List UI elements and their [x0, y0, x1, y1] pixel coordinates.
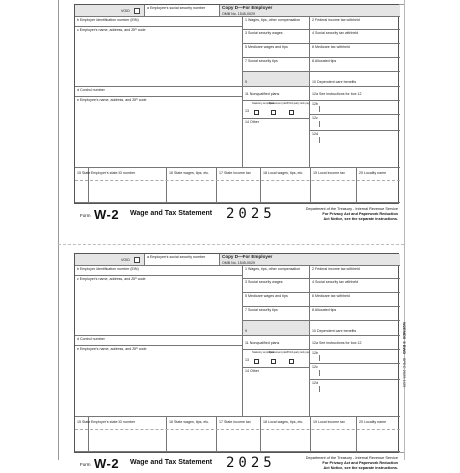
box-12b-code: [312, 106, 320, 112]
box-c-employer[interactable]: [75, 276, 243, 336]
privacy-line-1: For Privacy Act and Paperwork Reduction: [322, 212, 398, 216]
box-10-label: 10 Dependent care benefits: [312, 80, 357, 84]
void-label: VOID: [121, 9, 130, 13]
right-perforation: [404, 0, 405, 460]
box-12c-code: [312, 121, 320, 127]
box-3-label: 3 Social security wages: [245, 280, 283, 284]
box-14[interactable]: [243, 368, 310, 417]
tax-year: 2025: [226, 206, 276, 222]
void-area: [75, 254, 145, 266]
omb-number: OMB No. 1545-0029: [222, 260, 255, 265]
retirement-label: Retirement plan: [269, 102, 288, 105]
box-8-label: 8 Allocated tips: [312, 59, 337, 63]
w2-form-top: [74, 4, 399, 224]
tax-year: 2025: [226, 455, 276, 471]
box-1[interactable]: [243, 17, 310, 30]
box-15-state[interactable]: [75, 417, 89, 452]
box-4[interactable]: [310, 30, 400, 44]
box-12d-code: [312, 386, 320, 392]
box-13-label: 13: [245, 358, 249, 362]
box-1-label: 1 Wages, tips, other compensation: [245, 267, 301, 271]
box-19-label: 19 Local income tax: [313, 420, 345, 424]
form-footer: [74, 204, 399, 224]
box-12b-label: 12b: [312, 351, 318, 355]
box-12c-label: 12c: [312, 116, 318, 120]
state-row-divider: [75, 180, 400, 181]
dept-line: Department of the Treasury - Internal Revenue Service: [305, 207, 398, 211]
statutory-label: Statutory employee: [252, 102, 275, 105]
box-2-label: 2 Federal income tax withheld: [312, 18, 360, 22]
box-18-label: 18 Local wages, tips, etc.: [263, 171, 304, 175]
box-9: [243, 72, 310, 87]
box-d-label: d Control number: [77, 337, 105, 341]
void-checkbox[interactable]: [134, 257, 140, 263]
box-1[interactable]: [243, 266, 310, 279]
irs-notice: [306, 207, 398, 222]
box-12d-code: [312, 137, 320, 143]
form-name: W-2: [94, 456, 120, 471]
w2-grid: [74, 4, 399, 204]
form-word: Form: [80, 213, 91, 218]
w2-grid: [74, 253, 399, 453]
box-14-label: 14 Other: [245, 120, 259, 124]
box-12a[interactable]: [310, 87, 400, 101]
box-20[interactable]: [357, 168, 400, 203]
w2-form-bottom: [74, 253, 399, 473]
box-20-label: 20 Locality name: [359, 171, 387, 175]
box-11[interactable]: [243, 336, 310, 350]
statutory-label: Statutory employee: [252, 351, 275, 354]
box-16-label: 16 State wages, tips, etc.: [169, 420, 210, 424]
box-5-label: 5 Medicare wages and tips: [245, 294, 288, 298]
box-6-label: 6 Medicare tax withheld: [312, 45, 350, 49]
box-10-label: 10 Dependent care benefits: [312, 329, 357, 333]
retirement-label: Retirement plan: [269, 351, 288, 354]
copy-header: [220, 254, 400, 266]
dept-line: Department of the Treasury - Internal Revenue Service: [305, 456, 398, 460]
box-2[interactable]: [310, 17, 400, 30]
box-a-ssn[interactable]: [145, 254, 220, 266]
box-b-ein[interactable]: [75, 17, 243, 27]
box-3-label: 3 Social security wages: [245, 31, 283, 35]
box-14-label: 14 Other: [245, 369, 259, 373]
box-15-id-label: Employer's state ID number: [91, 171, 136, 175]
privacy-line-2: Act Notice, see the separate instructions.: [323, 466, 398, 470]
box-12c-label: 12c: [312, 365, 318, 369]
box-a-ssn[interactable]: [145, 5, 220, 17]
omb-number: OMB No. 1545-0029: [222, 11, 255, 16]
box-13: [243, 101, 310, 119]
thirdparty-label: Third-party sick pay: [287, 351, 310, 354]
box-7[interactable]: [243, 58, 310, 72]
box-12d[interactable]: [310, 131, 400, 168]
form-word: Form: [80, 462, 91, 467]
box-12b-code: [312, 355, 320, 361]
box-18[interactable]: [261, 168, 311, 203]
void-checkbox[interactable]: [134, 8, 140, 14]
box-2[interactable]: [310, 266, 400, 279]
box-14[interactable]: [243, 119, 310, 168]
privacy-line-2: Act Notice, see the separate instructions.: [323, 217, 398, 221]
void-label: VOID: [121, 258, 130, 262]
box-10[interactable]: [310, 72, 400, 87]
box-15-id[interactable]: [89, 417, 167, 452]
box-a-label: a Employee's social security number: [147, 255, 206, 259]
box-7-label: 7 Social security tips: [245, 308, 278, 312]
side-print-code: W2EMD5 5 BWD SPEC 2025 1/25: [402, 322, 407, 388]
box-16[interactable]: [167, 168, 217, 203]
left-perforation: [58, 0, 59, 460]
box-6[interactable]: [310, 293, 400, 307]
box-11[interactable]: [243, 87, 310, 101]
box-8-label: 8 Allocated tips: [312, 308, 337, 312]
thirdparty-label: Third-party sick pay: [287, 102, 310, 105]
box-17-label: 17 State income tax: [219, 171, 251, 175]
box-15-id-label: Employer's state ID number: [91, 420, 136, 424]
box-11-label: 11 Nonqualified plans: [245, 341, 280, 345]
box-16[interactable]: [167, 417, 217, 452]
box-18-label: 18 Local wages, tips, etc.: [263, 420, 304, 424]
box-d-control[interactable]: [75, 336, 243, 346]
box-5[interactable]: [243, 293, 310, 307]
box-15-label: 15 State: [77, 171, 91, 175]
box-15-state[interactable]: [75, 168, 89, 203]
box-e-employee[interactable]: [75, 97, 243, 168]
box-4-label: 4 Social security tax withheld: [312, 280, 359, 284]
box-2-label: 2 Federal income tax withheld: [312, 267, 360, 271]
box-5-label: 5 Medicare wages and tips: [245, 45, 288, 49]
box-19[interactable]: [311, 417, 357, 452]
box-8[interactable]: [310, 307, 400, 321]
box-12c[interactable]: [310, 115, 400, 131]
cut-line: [58, 244, 404, 245]
box-16-label: 16 State wages, tips, etc.: [169, 171, 210, 175]
box-20[interactable]: [357, 417, 400, 452]
box-c-label: c Employer's name, address, and ZIP code: [77, 277, 146, 281]
box-a-label: a Employee's social security number: [147, 6, 206, 10]
box-9-label: 9: [245, 329, 247, 333]
box-e-label: e Employee's name, address, and ZIP code: [77, 347, 147, 351]
box-12d-label: 12d: [312, 132, 318, 136]
box-d-label: d Control number: [77, 88, 105, 92]
void-area: [75, 5, 145, 17]
box-7-label: 7 Social security tips: [245, 59, 278, 63]
box-4-label: 4 Social security tax withheld: [312, 31, 359, 35]
box-12d[interactable]: [310, 380, 400, 417]
box-9-label: 9: [245, 80, 247, 84]
copy-title: Copy D—For Employer: [222, 5, 273, 10]
box-12a-label: 12a See instructions for box 12: [312, 92, 362, 96]
state-row-divider: [75, 429, 400, 430]
box-10[interactable]: [310, 321, 400, 336]
box-12a[interactable]: [310, 336, 400, 350]
box-12c-code: [312, 370, 320, 376]
form-name: W-2: [94, 207, 120, 222]
box-12b[interactable]: [310, 101, 400, 115]
box-4[interactable]: [310, 279, 400, 293]
box-6[interactable]: [310, 44, 400, 58]
box-11-label: 11 Nonqualified plans: [245, 92, 280, 96]
box-c-label: c Employer's name, address, and ZIP code: [77, 28, 146, 32]
box-3[interactable]: [243, 279, 310, 293]
box-7[interactable]: [243, 307, 310, 321]
box-9: [243, 321, 310, 336]
box-c-employer[interactable]: [75, 27, 243, 87]
box-17[interactable]: [217, 168, 261, 203]
box-13-label: 13: [245, 109, 249, 113]
form-footer: [74, 453, 399, 473]
box-1-label: 1 Wages, tips, other compensation: [245, 18, 301, 22]
form-title: Wage and Tax Statement: [130, 210, 213, 217]
box-19[interactable]: [311, 168, 357, 203]
privacy-line-1: For Privacy Act and Paperwork Reduction: [322, 461, 398, 465]
copy-title: Copy D—For Employer: [222, 254, 273, 259]
box-12b-label: 12b: [312, 102, 318, 106]
box-8[interactable]: [310, 58, 400, 72]
box-e-label: e Employee's name, address, and ZIP code: [77, 98, 147, 102]
box-15-id[interactable]: [89, 168, 167, 203]
box-13: [243, 350, 310, 368]
box-19-label: 19 Local income tax: [313, 171, 345, 175]
irs-notice: [306, 456, 398, 471]
form-title: Wage and Tax Statement: [130, 459, 213, 466]
box-b-ein[interactable]: [75, 266, 243, 276]
box-5[interactable]: [243, 44, 310, 58]
box-17[interactable]: [217, 417, 261, 452]
box-12a-label: 12a See instructions for box 12: [312, 341, 362, 345]
thirdparty-checkbox[interactable]: [289, 110, 294, 115]
statutory-checkbox[interactable]: [254, 359, 259, 364]
copy-header: [220, 5, 400, 17]
box-15-label: 15 State: [77, 420, 91, 424]
retirement-checkbox[interactable]: [271, 110, 276, 115]
box-d-control[interactable]: [75, 87, 243, 97]
thirdparty-checkbox[interactable]: [289, 359, 294, 364]
box-b-label: b Employer identification number (EIN): [77, 18, 139, 22]
statutory-checkbox[interactable]: [254, 110, 259, 115]
box-6-label: 6 Medicare tax withheld: [312, 294, 350, 298]
retirement-checkbox[interactable]: [271, 359, 276, 364]
box-12c[interactable]: [310, 364, 400, 380]
box-b-label: b Employer identification number (EIN): [77, 267, 139, 271]
box-18[interactable]: [261, 417, 311, 452]
box-12b[interactable]: [310, 350, 400, 364]
box-20-label: 20 Locality name: [359, 420, 387, 424]
box-3[interactable]: [243, 30, 310, 44]
box-12d-label: 12d: [312, 381, 318, 385]
box-e-employee[interactable]: [75, 346, 243, 417]
box-17-label: 17 State income tax: [219, 420, 251, 424]
